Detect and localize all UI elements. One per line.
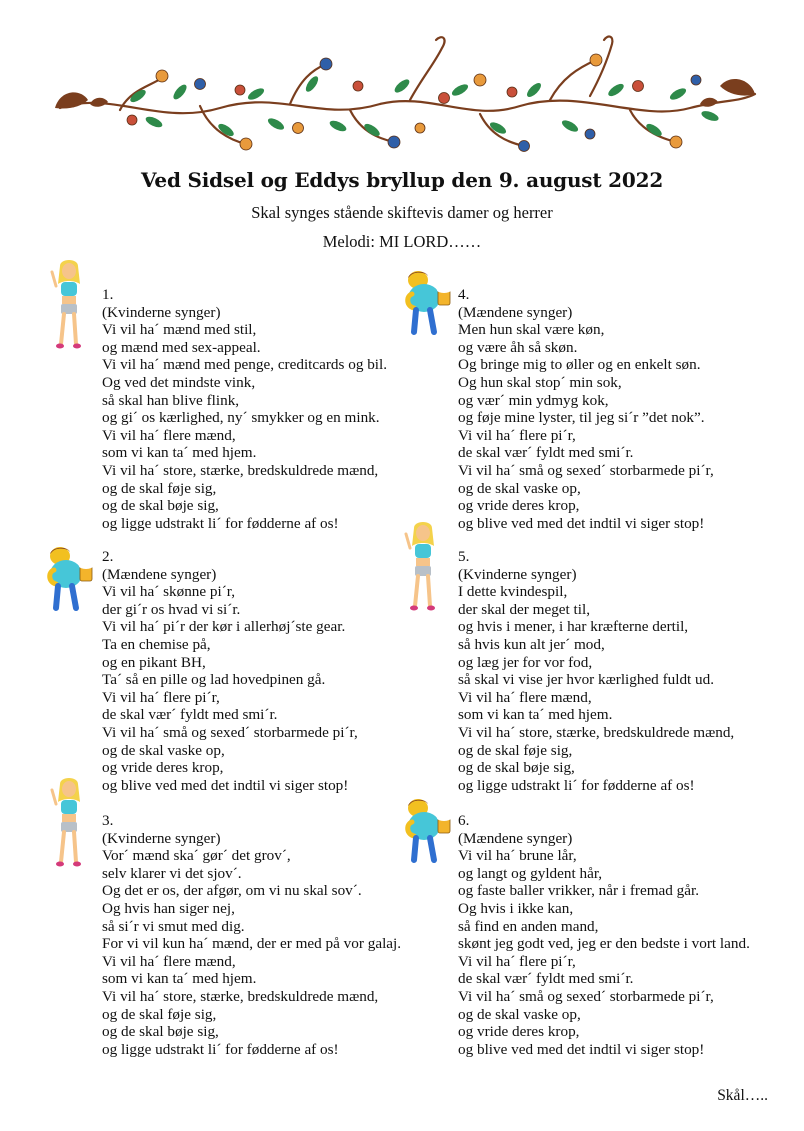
verse-line: så find en anden mand,: [458, 917, 599, 935]
verse-singer: (Mændene synger): [458, 829, 573, 847]
verse-line: Og det er os, der afgør, om vi nu skal sov´.: [102, 882, 362, 900]
verse-line: og vær´ min ydmyg kok,: [458, 391, 609, 409]
verse-5: [458, 548, 734, 794]
verse-line: og føje mine lyster, til jeg si´r ”det nok”.: [458, 409, 705, 427]
verse-line: Vi vil ha´ flere mænd,: [102, 426, 236, 444]
verse-line: de skal vær´ fyldt med smi´r.: [458, 970, 634, 988]
verse-number: 3.: [102, 812, 114, 829]
verse-line: og blive ved med det indtil vi siger stop!: [458, 1040, 705, 1058]
verse-line: så hvis kun alt jer´ mod,: [458, 635, 605, 653]
verse-line: Og hvis han siger nej,: [102, 899, 235, 917]
verse-line: Og hvis i ikke kan,: [458, 899, 574, 917]
verse-line: og være åh så skøn.: [458, 338, 578, 356]
verse-line: Vi vil ha´ små og sexed´ storbarmede pi´r,: [102, 723, 358, 741]
verse-line: Vi vil ha´ små og sexed´ storbarmede pi´r,: [458, 987, 714, 1005]
verse-line: og ligge udstrakt li´ for fødderne af os!: [102, 1040, 339, 1058]
verse-line: og de skal vaske op,: [102, 741, 225, 759]
verse-line: Vi vil ha´ flere pi´r,: [458, 426, 576, 444]
verse-line: Ta´ så en pille og lad hovedpinen gå.: [102, 671, 326, 689]
verse-line: Og hun skal stop´ min sok,: [458, 373, 622, 391]
verse-line: som vi kan ta´ med hjem.: [102, 970, 257, 988]
verse-line: og vride deres krop,: [458, 497, 580, 515]
verse-singer: (Kvinderne synger): [102, 303, 221, 321]
verse-line: og blive ved med det indtil vi siger stop!: [102, 776, 349, 794]
verse-line: og vride deres krop,: [458, 1023, 580, 1041]
verse-singer: (Mændene synger): [102, 565, 217, 583]
verse-line: skønt jeg godt ved, jeg er den bedste i vort land.: [458, 935, 750, 953]
verse-line: selv klarer vi det sjov´.: [102, 864, 242, 882]
verse-line: og de skal føje sig,: [102, 479, 217, 497]
verse-line: Og ved det mindste vink,: [102, 373, 256, 391]
verse-6: [458, 812, 750, 1058]
verse-line: de skal vær´ fyldt med smi´r.: [102, 706, 278, 724]
floral-garland: [50, 30, 760, 155]
verse-line: Vi vil ha´ flere mænd,: [102, 952, 236, 970]
verse-line: Ta en chemise på,: [102, 635, 211, 653]
verse-line: og ligge udstrakt li´ for fødderne af os!: [458, 776, 695, 794]
verse-line: de skal vær´ fyldt med smi´r.: [458, 444, 634, 462]
page-title: Ved Sidsel og Eddys bryllup den 9. august 2022: [140, 168, 664, 192]
verse-line: og de skal vaske op,: [458, 479, 581, 497]
verse-line: Vi vil ha´ flere pi´r,: [458, 952, 576, 970]
man-with-beer-icon: [400, 270, 456, 336]
verse-line: og hvis i mener, i har kræfterne dertil,: [458, 618, 689, 636]
verse-line: så skal vi vise jer hvor kærlighed fuldt ud.: [458, 671, 715, 689]
verse-line: og de skal føje sig,: [102, 1005, 217, 1023]
woman-figure-icon: [48, 776, 88, 874]
verse-line: Vi vil ha´ små og sexed´ storbarmede pi´r,: [458, 461, 714, 479]
verse-line: Vi vil ha´ store, stærke, bredskuldrede mænd,: [102, 461, 379, 479]
verse-line: og de skal bøje sig,: [102, 1023, 219, 1041]
verse-4: [458, 286, 714, 532]
verse-line: Men hun skal være køn,: [458, 321, 605, 339]
verse-line: og læg jer for vor fod,: [458, 653, 593, 671]
verse-line: og gi´ os kærlighed, ny´ smykker og en mink.: [102, 409, 380, 427]
verse-line: Vi vil ha´ flere pi´r,: [102, 688, 220, 706]
verse-2: [102, 548, 358, 794]
verse-line: og blive ved med det indtil vi siger stop!: [458, 514, 705, 532]
verse-line: så si´r vi smut med dig.: [102, 917, 245, 935]
verse-line: Vi vil ha´ store, stærke, bredskuldrede mænd,: [102, 987, 379, 1005]
verse-line: Vor´ mænd ska´ gør´ det grov´,: [102, 847, 291, 865]
melody-line: Melodi: MI LORD……: [322, 232, 482, 251]
woman-figure-icon: [402, 520, 442, 618]
verse-line: Vi vil ha´ store, stærke, bredskuldrede mænd,: [458, 723, 735, 741]
verse-line: så skal han blive flink,: [102, 391, 240, 409]
verse-1: [102, 286, 387, 532]
verse-line: og de skal bøje sig,: [102, 497, 219, 515]
verse-3: [102, 812, 401, 1058]
verse-line: og de skal føje sig,: [458, 741, 573, 759]
verse-line: Vi vil ha´ mænd med penge, creditcards og bil.: [102, 356, 388, 374]
verse-line: Vi vil ha´ skønne pi´r,: [102, 583, 236, 601]
verse-line: og faste baller vrikker, når i fremad går.: [458, 882, 700, 900]
verse-singer: (Kvinderne synger): [102, 829, 221, 847]
verse-line: Vi vil ha´ flere mænd,: [458, 688, 592, 706]
verse-line: og de skal bøje sig,: [458, 759, 575, 777]
verse-line: og mænd med sex-appeal.: [102, 338, 261, 356]
verse-line: og ligge udstrakt li´ for fødderne af os!: [102, 514, 339, 532]
woman-figure-icon: [48, 258, 88, 356]
verse-line: Vi vil ha´ brune lår,: [458, 847, 577, 865]
verse-line: og de skal vaske op,: [458, 1005, 581, 1023]
verse-number: 6.: [458, 812, 470, 829]
verse-singer: (Mændene synger): [458, 303, 573, 321]
verse-line: der gi´r os hvad vi si´r.: [102, 600, 241, 618]
verse-singer: (Kvinderne synger): [458, 565, 577, 583]
subtitle: Skal synges stående skiftevis damer og herrer: [251, 203, 553, 222]
verse-line: Og bringe mig to øller og en enkelt søn.: [458, 356, 701, 374]
verse-line: og vride deres krop,: [102, 759, 224, 777]
verse-line: som vi kan ta´ med hjem.: [458, 706, 613, 724]
verse-line: For vi vil kun ha´ mænd, der er med på vor galaj.: [102, 935, 402, 953]
verse-number: 2.: [102, 548, 114, 565]
verse-number: 4.: [458, 286, 470, 303]
verse-line: I dette kvindespil,: [458, 583, 568, 601]
verse-line: som vi kan ta´ med hjem.: [102, 444, 257, 462]
verse-line: der skal der meget til,: [458, 600, 591, 618]
verse-line: og langt og gyldent hår,: [458, 864, 603, 882]
man-with-beer-icon: [400, 798, 456, 864]
closing-toast: Skål…..: [717, 1087, 768, 1104]
man-with-beer-icon: [42, 546, 98, 612]
verse-number: 1.: [102, 286, 114, 303]
verse-line: Vi vil ha´ pi´r der kør i allerhøj´ste gear.: [102, 618, 346, 636]
verse-line: Vi vil ha´ mænd med stil,: [102, 321, 257, 339]
verse-number: 5.: [458, 548, 470, 565]
verse-line: og en pikant BH,: [102, 653, 206, 671]
